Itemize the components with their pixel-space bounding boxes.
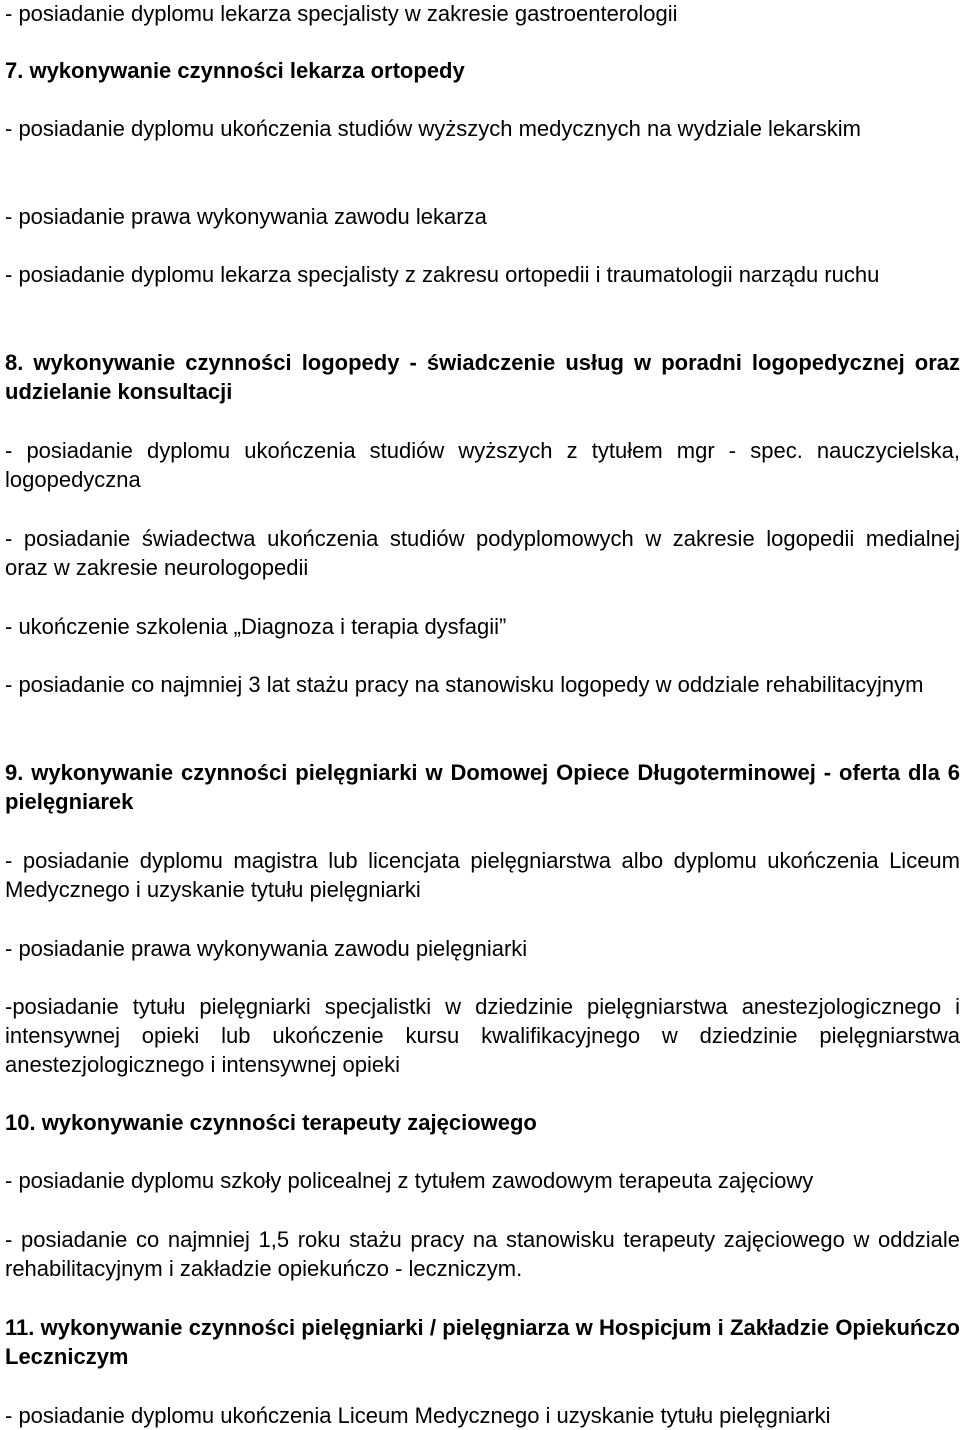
requirement-item: - posiadanie co najmniej 1,5 roku stażu pracy na stanowisku terapeuty zajęciowego w oddziale rehabilitacyjnym i zakładzie opiekuńczo - leczniczym.	[5, 1227, 960, 1281]
requirement-item: - posiadanie co najmniej 3 lat stażu pracy na stanowisku logopedy w oddziale rehabilitacyjnym	[5, 672, 924, 697]
section-heading-10: 10. wykonywanie czynności terapeuty zajęciowego	[5, 1110, 537, 1135]
requirement-item: - posiadanie prawa wykonywania zawodu pielęgniarki	[5, 936, 528, 961]
requirement-item: - posiadanie świadectwa ukończenia studiów podyplomowych w zakresie logopedii medialnej oraz w zakresie neurologopedii	[5, 526, 960, 580]
requirement-item: - posiadanie prawa wykonywania zawodu lekarza	[5, 204, 487, 229]
requirement-item: - posiadanie dyplomu szkoły policealnej z tytułem zawodowym terapeuta zajęciowy	[5, 1168, 814, 1193]
requirement-item: - posiadanie dyplomu lekarza specjalisty z zakresu ortopedii i traumatologii narządu ruchu	[5, 262, 880, 287]
section-heading-8: 8. wykonywanie czynności logopedy - świadczenie usług w poradni logopedycznej oraz udzielanie konsultacji	[5, 350, 960, 404]
section-heading-9: 9. wykonywanie czynności pielęgniarki w Domowej Opiece Długoterminowej - oferta dla 6 pielęgniarek	[5, 760, 960, 814]
requirement-item: - posiadanie dyplomu ukończenia studiów wyższych medycznych na wydziale lekarskim	[5, 116, 861, 141]
requirement-item: - posiadanie dyplomu magistra lub licencjata pielęgniarstwa albo dyplomu ukończenia Liceum Medycznego i uzyskanie tytułu pielęgniarki	[5, 848, 960, 902]
section-heading-11: 11. wykonywanie czynności pielęgniarki / pielęgniarza w Hospicjum i Zakładzie Opiekuńczo Leczniczym	[5, 1315, 960, 1369]
section-heading-7: 7. wykonywanie czynności lekarza ortopedy	[5, 58, 465, 83]
requirement-item: - posiadanie dyplomu ukończenia studiów wyższych z tytułem mgr - spec. nauczycielska, logopedyczna	[5, 438, 960, 492]
requirement-item: - ukończenie szkolenia „Diagnoza i terapia dysfagii”	[5, 614, 507, 639]
requirement-item: - posiadanie dyplomu ukończenia Liceum Medycznego i uzyskanie tytułu pielęgniarki	[5, 1403, 831, 1428]
requirement-item: - posiadanie dyplomu lekarza specjalisty w zakresie gastroenterologii	[5, 1, 678, 26]
requirement-item: -posiadanie tytułu pielęgniarki specjalistki w dziedzinie pielęgniarstwa anestezjologicznego i intensywnej opieki lub ukończenie kursu kwalifikacyjnego w dziedzinie pielęgniarstwa anestezjologicznego i intensywnej opieki	[5, 994, 960, 1077]
